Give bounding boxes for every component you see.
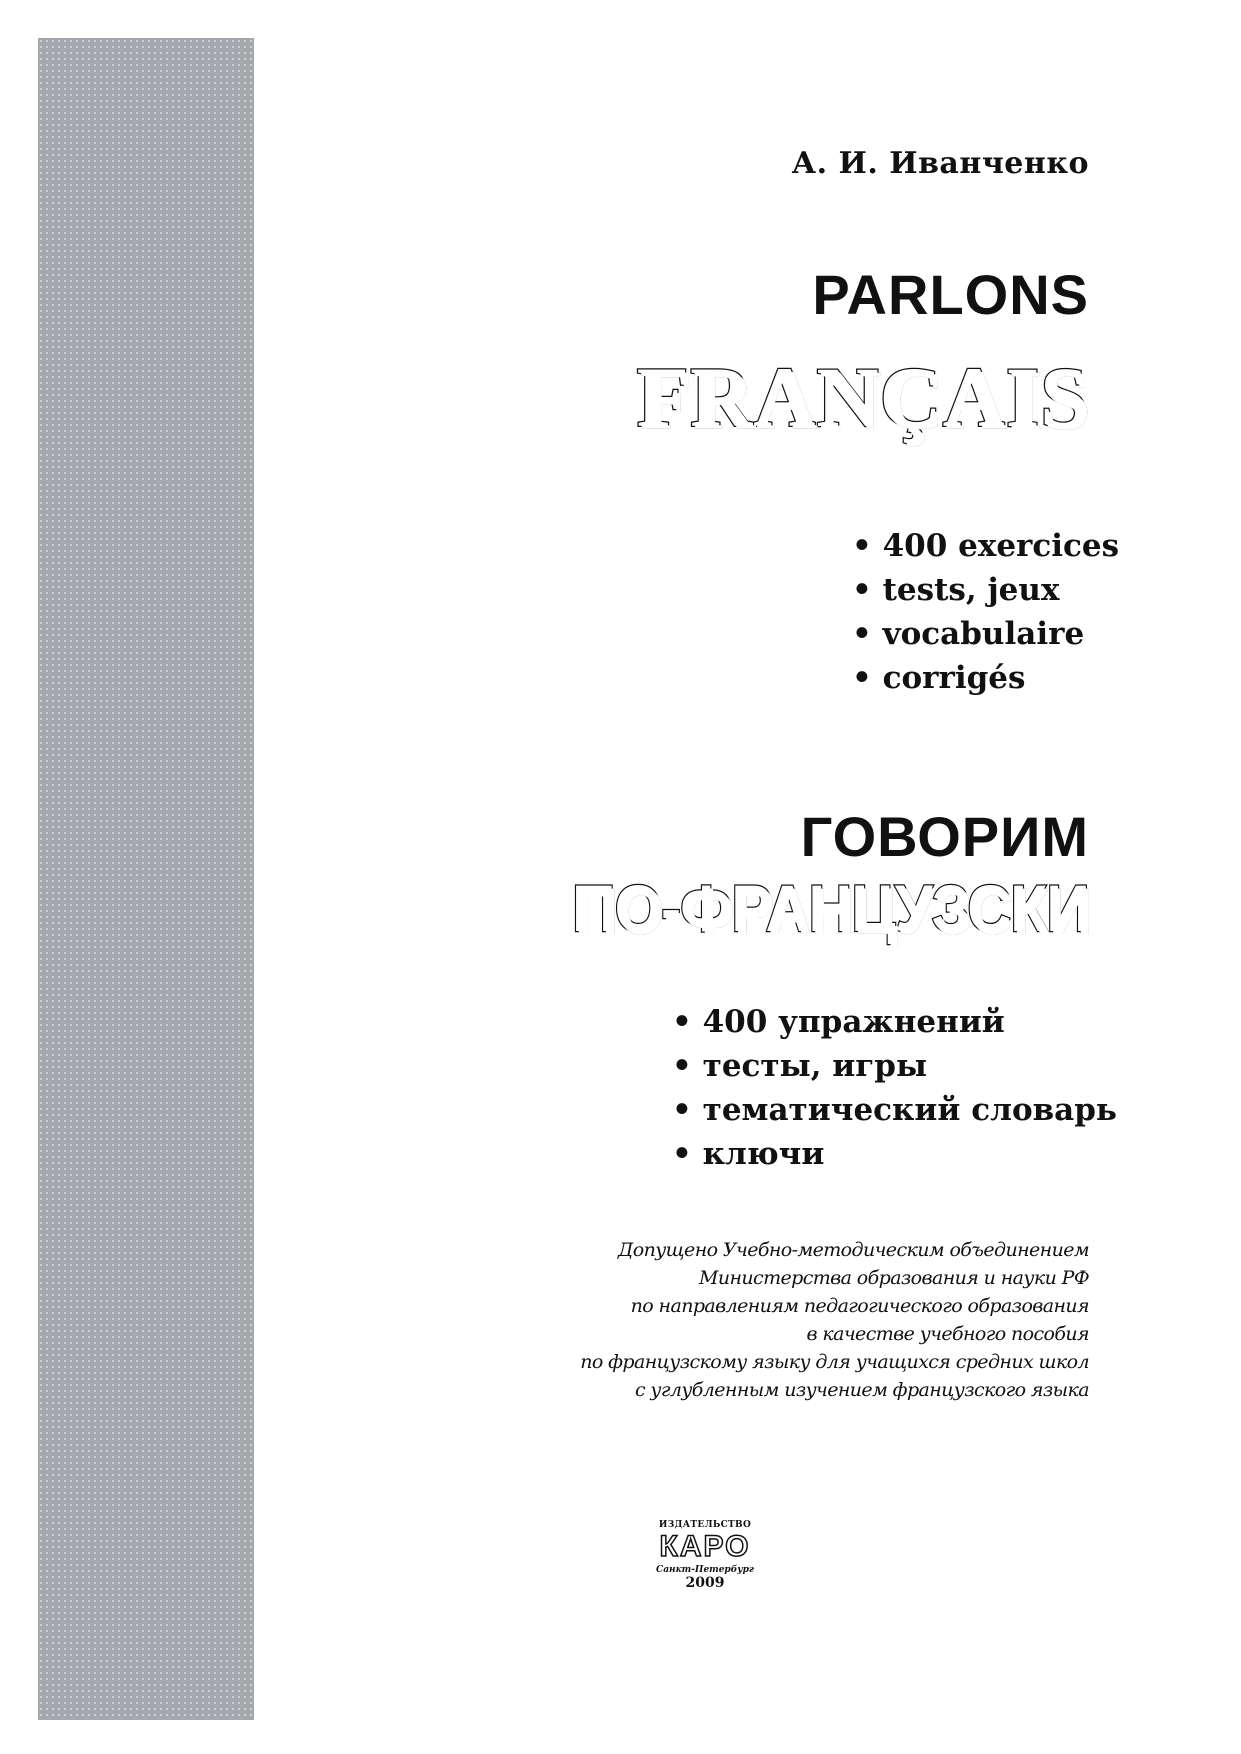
publisher-label: ИЗДАТЕЛЬСТВО	[658, 1520, 752, 1530]
title-french-line2: FRANÇAIS	[636, 349, 1089, 445]
publisher-imprint	[650, 1520, 760, 1591]
list-item: • vocabulaire	[852, 612, 1119, 656]
author-name: А. И. Иванченко	[791, 146, 1089, 181]
list-item: • тесты, игры	[672, 1044, 1117, 1088]
title-russian-line1: ГОВОРИМ	[800, 805, 1089, 868]
approval-line: Допущено Учебно-методическим объединением	[617, 1239, 1089, 1261]
approval-line: Министерства образования и науки РФ	[699, 1267, 1089, 1289]
publication-year: 2009	[685, 1575, 725, 1591]
decorative-side-band	[38, 38, 254, 1720]
title-russian-line2: ПО-ФРАНЦУЗСКИ	[571, 871, 1089, 945]
list-item: • tests, jeux	[852, 568, 1119, 612]
approval-line: с углубленным изучением французского языка	[634, 1379, 1089, 1401]
russian-features-list	[672, 1000, 1117, 1176]
list-item: • тематический словарь	[672, 1088, 1117, 1132]
publisher-logo: КАРО	[659, 1530, 751, 1563]
list-item: • corrigés	[852, 656, 1119, 700]
approval-statement	[580, 1236, 1089, 1404]
approval-line: по французскому языку для учащихся средних школ	[580, 1351, 1089, 1373]
list-item: • 400 exercices	[852, 524, 1119, 568]
title-french-line1: PARLONS	[812, 263, 1089, 326]
list-item: • 400 упражнений	[672, 1000, 1117, 1044]
french-features-list	[852, 524, 1119, 700]
approval-line: по направлениям педагогического образования	[630, 1295, 1089, 1317]
approval-line: в качестве учебного пособия	[806, 1323, 1089, 1345]
list-item: • ключи	[672, 1132, 1117, 1176]
publisher-city: Санкт-Петербург	[656, 1565, 754, 1575]
